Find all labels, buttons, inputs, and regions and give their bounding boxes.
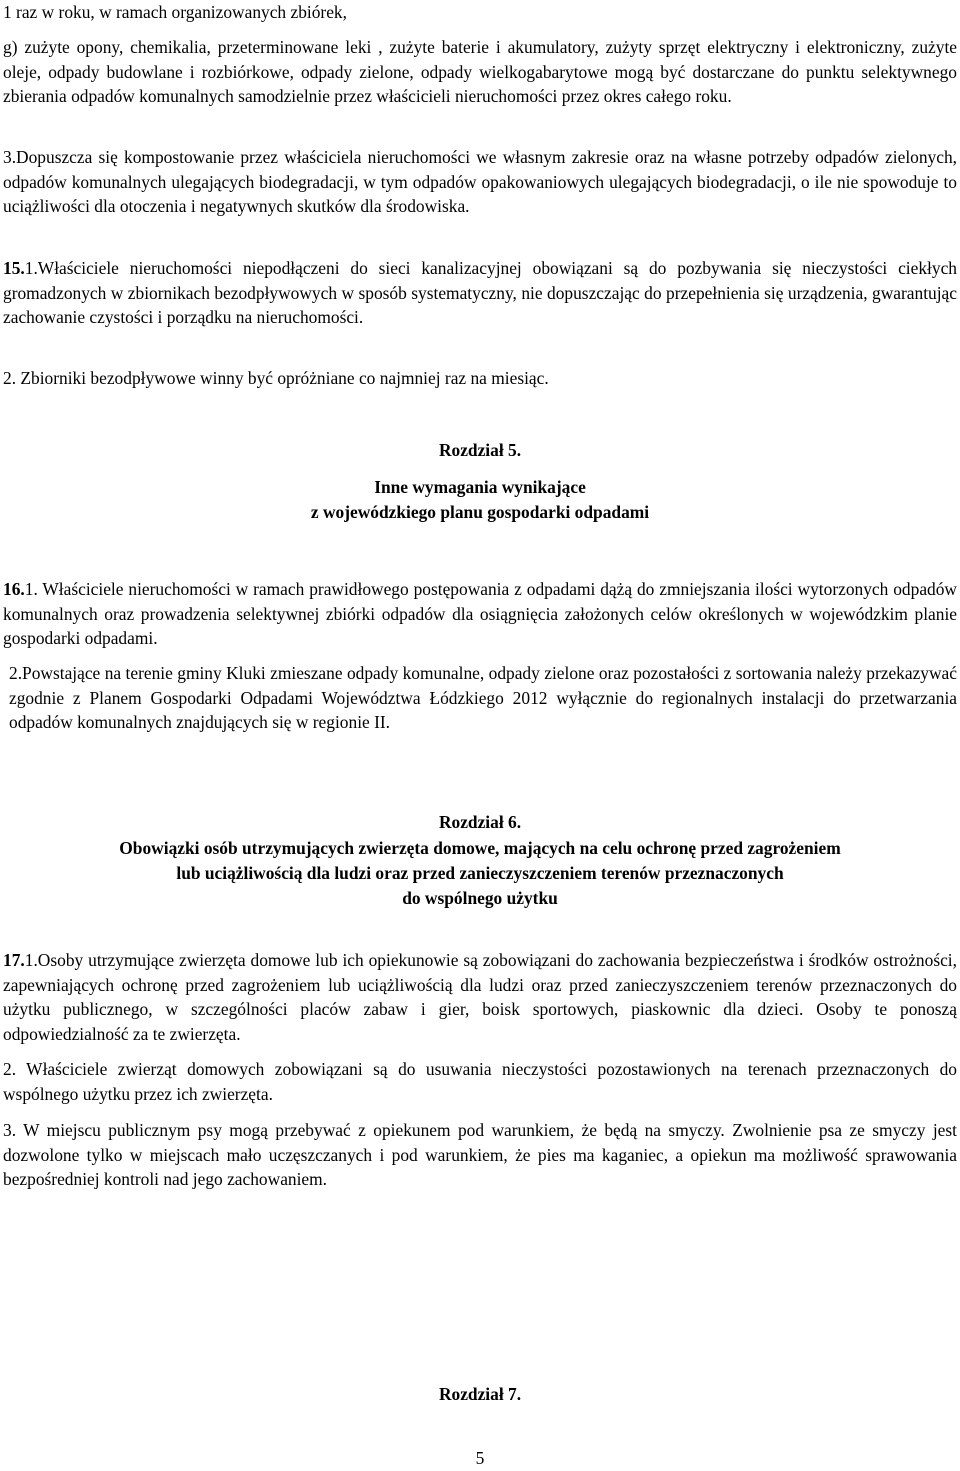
- section-number-16: 16.: [3, 579, 25, 599]
- chapter-6-label: Rozdział 6.: [438, 812, 522, 832]
- section-15-1-text: 1.Właściciele nieruchomości niepodłączeni do sieci kanalizacyjnej obowiązani są do pozbywania się nieczystości ciekłych gromadzonych w zbiornikach bezodpływowych w sposób systematyczny, nie dopuszczając do przepełnienia się urządzenia, gwarantując zachowanie czystości i porządku na nieruchomości.: [3, 258, 957, 328]
- chapter-6-title-line-3: do wspólnego użytku: [402, 888, 558, 908]
- paragraph-section-16-2: 2.Powstające na terenie gminy Kluki zmieszane odpady komunalne, odpady zielone oraz pozostałości z sortowania należy przekazywać zgodnie z Planem Gospodarki Odpadami Województwa Łódzkiego 2012 wyłącznie do regionalnych instalacji do przetwarzania odpadów komunalnych znajdujących się w regionie II.: [9, 663, 957, 733]
- chapter-6-title-line-2: lub uciążliwością dla ludzi oraz przed zanieczyszczeniem terenów przeznaczonych: [176, 863, 784, 883]
- paragraph-item-g: g) zużyte opony, chemikalia, przeterminowane leki , zużyte baterie i akumulatory, zużyty sprzęt elektryczny i elektroniczny, zużyte oleje, odpady budowlane i rozbiórkowe, odpady zielone, odpady wielkogabarytowe mogą być dostarczane do punktu selektywnego zbierania odpadów komunalnych samodzielnie przez właścicieli nieruchomości przez okres całego roku.: [3, 37, 957, 107]
- page-number: 5: [475, 1448, 485, 1468]
- chapter-6-title-line-1: Obowiązki osób utrzymujących zwierzęta domowe, mających na celu ochronę przed zagrożeniem: [119, 838, 841, 858]
- paragraph-section-15-2: 2. Zbiorniki bezodpływowe winny być opróżniane co najmniej raz na miesiąc.: [3, 368, 549, 388]
- document-page: [3, 0, 957, 1468]
- chapter-5-title-line-2: z wojewódzkiego planu gospodarki odpadami: [310, 502, 650, 522]
- section-17-1-text: 1.Osoby utrzymujące zwierzęta domowe lub ich opiekunowie są zobowiązani do zachowania bezpieczeństwa i środków ostrożności, zapewniających ochronę przed zagrożeniem lub uciążliwością dla ludzi oraz przed zanieczyszczeniem terenów przeznaczonych do użytku publicznego, w szczególności placów zabaw i gier, boisk sportowych, piaskownic dla dzieci. Osoby te ponoszą odpowiedzialność za te zwierzęta.: [3, 950, 957, 1044]
- paragraph-section-16-1: [3, 577, 957, 651]
- chapter-5-label: Rozdział 5.: [438, 440, 522, 460]
- paragraph-section-17-2: 2. Właściciele zwierząt domowych zobowiązani są do usuwania nieczystości pozostawionych na terenach przeznaczonych do wspólnego użytku przez ich zwierzęta.: [3, 1059, 957, 1104]
- chapter-5-title-line-1: Inne wymagania wynikające: [374, 477, 586, 497]
- chapter-7-label: Rozdział 7.: [438, 1384, 522, 1404]
- section-number-17: 17.: [3, 950, 25, 970]
- paragraph-composting: 3.Dopuszcza się kompostowanie przez właściciela nieruchomości we własnym zakresie oraz na własne potrzeby odpadów zielonych, odpadów komunalnych ulegających biodegradacji, w tym odpadów opakowaniowych ulegających biodegradacji, o ile nie spowoduje to uciążliwości dla otoczenia i negatywnych skutków dla środowiska.: [3, 147, 957, 217]
- paragraph-section-15-1: [3, 256, 957, 330]
- text-line-frequency: 1 raz w roku, w ramach organizowanych zbiórek,: [3, 2, 347, 22]
- paragraph-section-17-1: [3, 948, 957, 1046]
- paragraph-section-17-3: 3. W miejscu publicznym psy mogą przebywać z opiekunem pod warunkiem, że będą na smyczy. Zwolnienie psa ze smyczy jest dozwolone tylko w miejscach mało uczęszczanych i pod warunkiem, że pies ma kaganiec, a opiekun ma możliwość sprawowania bezpośredniej kontroli nad jego zachowaniem.: [3, 1120, 957, 1190]
- section-number-15: 15.: [3, 258, 25, 278]
- section-16-1-text: 1. Właściciele nieruchomości w ramach prawidłowego postępowania z odpadami dążą do zmniejszania ilości wytorzonych odpadów komunalnych oraz prowadzenia selektywnej zbiórki odpadów dla osiągnięcia założonych celów określonych w wojewódzkim planie gospodarki odpadami.: [3, 579, 957, 649]
